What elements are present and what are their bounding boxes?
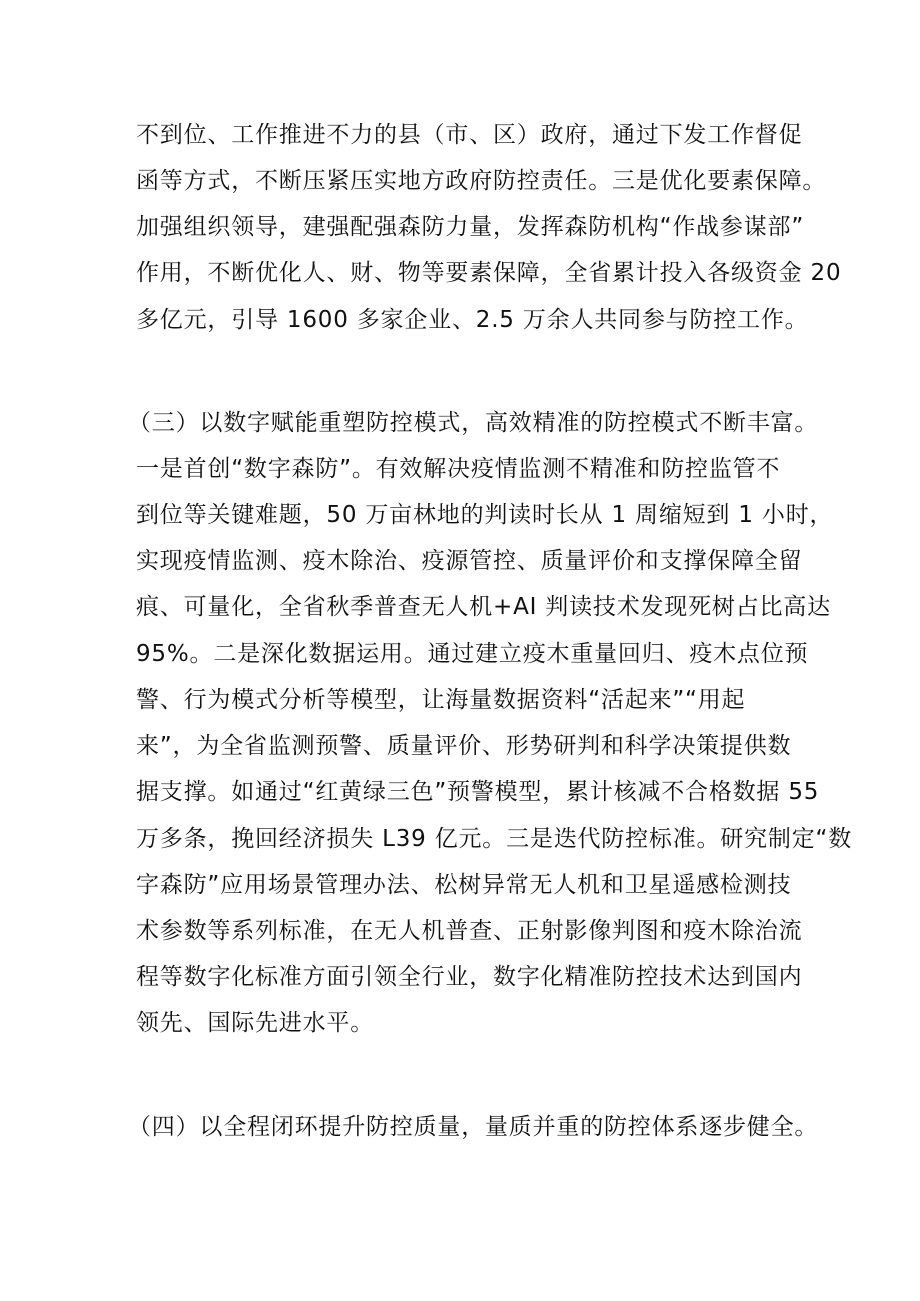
paragraph-line: 函等方式，不断压紧压实地方政府防控责任。三是优化要素保障。 <box>136 168 827 194</box>
paragraph-line: 一是首创“数字森防”。有效解决疫情监测不精准和防控监管不 <box>136 456 781 482</box>
paragraph-line: 到位等关键难题，50 万亩林地的判读时长从 1 周缩短到 1 小时， <box>136 502 834 528</box>
paragraph-line: 万多条，挽回经济损失 L39 亿元。三是迭代防控标准。研究制定“数 <box>136 826 853 852</box>
paragraph-line: 术参数等系列标准，在无人机普查、正射影像判图和疫木除治流 <box>136 918 803 944</box>
paragraph-line: 不到位、工作推进不力的县（市、区）政府，通过下发工作督促 <box>136 122 803 148</box>
paragraph-line: 程等数字化标准方面引领全行业，数字化精准防控技术达到国内 <box>136 964 803 990</box>
paragraph-line: 痕、可量化，全省秋季普查无人机+AI 判读技术发现死树占比高达 <box>136 594 831 620</box>
section-heading-four: （四）以全程闭环提升防控质量，量质并重的防控体系逐步健全。 <box>128 1114 819 1140</box>
paragraph-line: 来”，为全省监测预警、质量评价、形势研判和科学决策提供数 <box>136 733 792 759</box>
paragraph-line: 据支撑。如通过“红黄绿三色”预警模型，累计核减不合格数据 55 <box>136 779 820 805</box>
paragraph-line: 加强组织领导，建强配强森防力量，发挥森防机构“作战参谋部” <box>136 214 805 240</box>
paragraph-line: 字森防”应用场景管理办法、松树异常无人机和卫星遥感检测技 <box>136 872 792 898</box>
paragraph-line: 多亿元，引导 1600 多家企业、2.5 万余人共同参与防控工作。 <box>136 307 809 333</box>
paragraph-line: 作用，不断优化人、财、物等要素保障，全省累计投入各级资金 20 <box>136 260 842 286</box>
paragraph-line: 95%。二是深化数据运用。通过建立疫木重量回归、疫木点位预 <box>136 641 809 667</box>
section-heading-three: （三）以数字赋能重塑防控模式，高效精准的防控模式不断丰富。 <box>128 410 819 436</box>
paragraph-line: 警、行为模式分析等模型，让海量数据资料“活起来”“用起 <box>136 687 746 713</box>
paragraph-line: 领先、国际先进水平。 <box>136 1010 374 1036</box>
paragraph-line: 实现疫情监测、疫木除治、疫源管控、质量评价和支撑保障全留 <box>136 548 803 574</box>
